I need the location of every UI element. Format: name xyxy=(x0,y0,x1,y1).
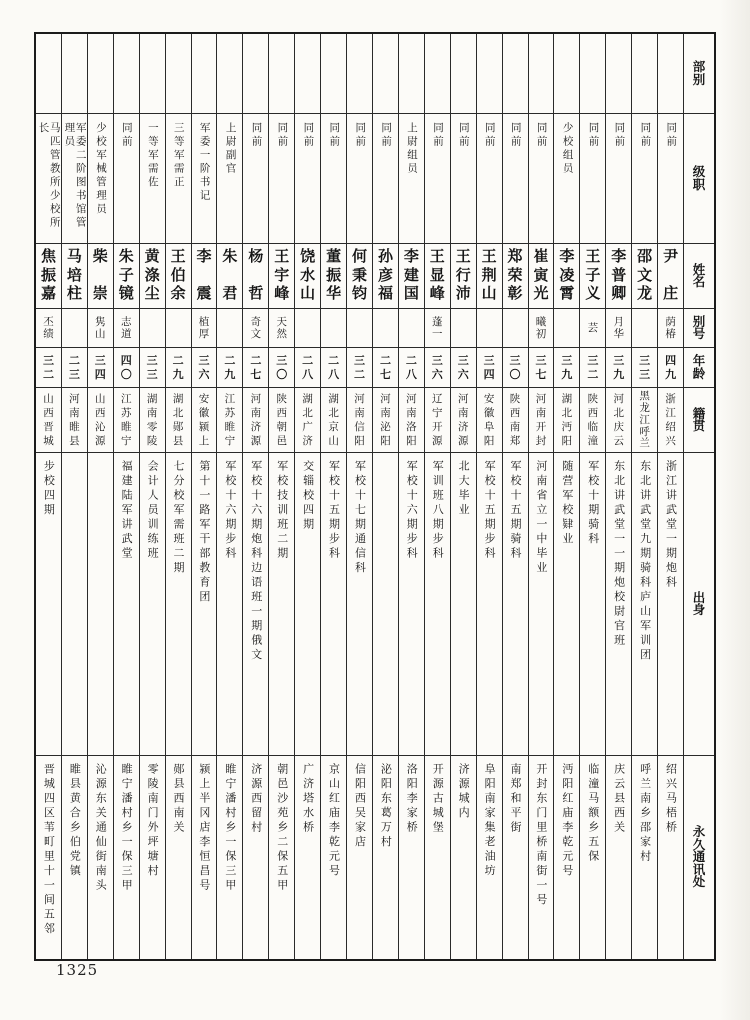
cell-rank: 同前 xyxy=(243,114,268,244)
page-number: 1325 xyxy=(56,961,99,979)
cell-background: 步校四期 xyxy=(36,453,61,756)
cell-background: 七分校军需班二期 xyxy=(166,453,191,756)
cell-rank: 同前 xyxy=(295,114,320,244)
cell-unit xyxy=(114,34,139,114)
cell-age: 三 六 xyxy=(451,348,476,388)
person-column xyxy=(529,34,555,959)
cell-alias: 天 然 xyxy=(269,309,294,348)
person-column xyxy=(425,34,451,959)
cell-name: 王 荆 山 xyxy=(477,244,502,309)
cell-background: 军校技训班二期 xyxy=(269,453,294,756)
table-header-column xyxy=(684,34,714,959)
cell-name: 李 震 xyxy=(192,244,217,309)
cell-native-place: 河 北 庆 云 xyxy=(606,388,631,453)
cell-rank: 少校军械管理员 xyxy=(88,114,113,244)
cell-address: 睢宁潘村乡一保三甲 xyxy=(120,763,134,894)
cell-background: 军校十五期步科 xyxy=(477,453,502,756)
cell-unit xyxy=(347,34,372,114)
cell-alias xyxy=(554,309,579,348)
cell-address: 阜阳南家集老油坊 xyxy=(483,763,497,879)
cell-rank: 同前 xyxy=(347,114,372,244)
cell-name: 王 宇 峰 xyxy=(269,244,294,309)
cell-name: 杨 哲 xyxy=(243,244,268,309)
cell-alias xyxy=(295,309,320,348)
personnel-table xyxy=(34,32,716,961)
header-age: 年 龄 xyxy=(684,348,714,388)
cell-rank: 马匹管教所少校所长 xyxy=(36,114,61,244)
cell-age: 四 〇 xyxy=(114,348,139,388)
cell-alias: 奇 文 xyxy=(243,309,268,348)
cell-native-place: 陕 西 南 郑 xyxy=(503,388,528,453)
cell-background: 军校十七期通信科 xyxy=(347,453,372,756)
cell-age: 二 七 xyxy=(373,348,398,388)
cell-age: 三 四 xyxy=(88,348,113,388)
person-column xyxy=(192,34,218,959)
cell-unit xyxy=(477,34,502,114)
cell-alias: 隽 山 xyxy=(88,309,113,348)
cell-unit xyxy=(295,34,320,114)
cell-rank: 一等军需佐 xyxy=(140,114,165,244)
cell-age: 二 八 xyxy=(295,348,320,388)
person-column xyxy=(503,34,529,959)
cell-native-place: 河 南 泌 阳 xyxy=(373,388,398,453)
cell-unit xyxy=(503,34,528,114)
person-column xyxy=(217,34,243,959)
cell-address: 朝邑沙苑乡二保五甲 xyxy=(275,763,289,894)
cell-unit xyxy=(425,34,450,114)
cell-unit xyxy=(62,34,87,114)
cell-native-place: 安 徽 颍 上 xyxy=(192,388,217,453)
cell-rank: 军委一阶书记 xyxy=(192,114,217,244)
cell-name: 邵 文 龙 xyxy=(632,244,657,309)
cell-rank: 同前 xyxy=(321,114,346,244)
cell-address: 南郑和平街 xyxy=(508,763,522,836)
person-column xyxy=(632,34,658,959)
cell-alias xyxy=(166,309,191,348)
cell-age: 三 四 xyxy=(477,348,502,388)
cell-native-place: 河 南 睢 县 xyxy=(62,388,87,453)
cell-background: 浙江讲武堂一期炮科 xyxy=(658,453,683,756)
person-column xyxy=(321,34,347,959)
cell-background: 东北讲武堂九期骑科庐山军训团 xyxy=(632,453,657,756)
cell-unit xyxy=(399,34,424,114)
cell-rank: 同前 xyxy=(529,114,554,244)
cell-address: 庆云县西关 xyxy=(612,763,626,836)
cell-background: 东北讲武堂一一期炮校尉官班 xyxy=(606,453,631,756)
person-column xyxy=(399,34,425,959)
cell-alias: 蓬 一 xyxy=(425,309,450,348)
cell-unit xyxy=(580,34,605,114)
cell-background: 军校十六期步科 xyxy=(217,453,242,756)
person-column xyxy=(477,34,503,959)
cell-alias: 月 华 xyxy=(606,309,631,348)
header-native-place: 籍 贯 xyxy=(684,388,714,453)
cell-name: 王 子 义 xyxy=(580,244,605,309)
cell-rank: 同前 xyxy=(580,114,605,244)
person-column xyxy=(140,34,166,959)
cell-unit xyxy=(192,34,217,114)
cell-address: 零陵南门外坪塘村 xyxy=(146,763,160,879)
header-unit: 部 别 xyxy=(684,34,714,114)
person-column xyxy=(580,34,606,959)
cell-name: 王 显 峰 xyxy=(425,244,450,309)
cell-name: 饶 水 山 xyxy=(295,244,320,309)
cell-background: 军校十六期炮科边语班一期俄文 xyxy=(243,453,268,756)
person-column xyxy=(243,34,269,959)
cell-alias: 芸 xyxy=(580,309,605,348)
cell-background: 会计人员训练班 xyxy=(140,453,165,756)
cell-name: 李 普 卿 xyxy=(606,244,631,309)
cell-alias xyxy=(477,309,502,348)
cell-native-place: 湖 北 郧 县 xyxy=(166,388,191,453)
cell-address: 呼兰南乡邵家村 xyxy=(638,763,652,865)
cell-native-place: 辽 宁 开 源 xyxy=(425,388,450,453)
cell-background: 河南省立一中毕业 xyxy=(529,453,554,756)
cell-rank: 上尉组员 xyxy=(399,114,424,244)
cell-unit xyxy=(606,34,631,114)
cell-name: 孙 彦 福 xyxy=(373,244,398,309)
cell-address: 郧县西南关 xyxy=(172,763,185,836)
cell-unit xyxy=(632,34,657,114)
cell-background: 随营军校肄业 xyxy=(554,453,579,756)
cell-alias xyxy=(140,309,165,348)
cell-native-place: 河 南 济 源 xyxy=(243,388,268,453)
cell-background: 北大毕业 xyxy=(451,453,476,756)
cell-rank: 三等军需正 xyxy=(166,114,191,244)
cell-rank: 同前 xyxy=(425,114,450,244)
cell-address: 临潼马额乡五保 xyxy=(586,763,600,865)
cell-native-place: 湖 北 沔 阳 xyxy=(554,388,579,453)
cell-age: 三 〇 xyxy=(269,348,294,388)
cell-address: 京山红庙李乾元号 xyxy=(327,763,341,879)
cell-age: 二 九 xyxy=(166,348,191,388)
cell-background: 交辎校四期 xyxy=(295,453,320,756)
cell-native-place: 山 西 晋 城 xyxy=(36,388,61,453)
cell-background: 福建陆军讲武堂 xyxy=(114,453,139,756)
cell-unit xyxy=(321,34,346,114)
cell-native-place: 陕 西 朝 邑 xyxy=(269,388,294,453)
cell-native-place: 河 南 信 阳 xyxy=(347,388,372,453)
cell-age: 四 九 xyxy=(658,348,683,388)
cell-rank: 同前 xyxy=(658,114,683,244)
person-column xyxy=(658,34,684,959)
cell-address: 信阳西吴家店 xyxy=(353,763,367,850)
cell-address: 泌阳东葛万村 xyxy=(379,763,393,850)
cell-name: 焦 振 嘉 xyxy=(36,244,61,309)
cell-address: 洛阳李家桥 xyxy=(405,763,419,836)
cell-name: 李 建 国 xyxy=(399,244,424,309)
cell-address: 开封东门里桥南街一号 xyxy=(534,763,548,908)
cell-alias xyxy=(321,309,346,348)
cell-name: 尹 庄 xyxy=(658,244,683,309)
cell-alias xyxy=(217,309,242,348)
cell-rank: 同前 xyxy=(451,114,476,244)
cell-age: 二 九 xyxy=(217,348,242,388)
cell-alias: 植 厚 xyxy=(192,309,217,348)
cell-alias: 曦 初 xyxy=(529,309,554,348)
cell-alias xyxy=(373,309,398,348)
cell-background: 军校十六期步科 xyxy=(399,453,424,756)
cell-rank: 同前 xyxy=(114,114,139,244)
header-permanent-address: 永 久 通 讯 处 xyxy=(692,824,706,890)
cell-address: 绍兴马梧桥 xyxy=(664,763,678,836)
cell-background: 军校十期骑科 xyxy=(580,453,605,756)
cell-native-place: 湖 北 广 济 xyxy=(295,388,320,453)
cell-address: 颍上半冈店李恒昌号 xyxy=(197,763,211,894)
cell-alias xyxy=(399,309,424,348)
cell-rank: 同前 xyxy=(373,114,398,244)
cell-alias: 荫 椿 xyxy=(658,309,683,348)
cell-name: 董 振 华 xyxy=(321,244,346,309)
cell-unit xyxy=(88,34,113,114)
cell-native-place: 浙 江 绍 兴 xyxy=(658,388,683,453)
cell-rank: 军委二阶图书馆管理员 xyxy=(62,114,87,244)
cell-name: 朱 子 镜 xyxy=(114,244,139,309)
cell-age: 二 八 xyxy=(399,348,424,388)
cell-name: 崔 寅 光 xyxy=(529,244,554,309)
cell-alias: 丕 绩 xyxy=(36,309,61,348)
cell-unit xyxy=(373,34,398,114)
cell-rank: 同前 xyxy=(503,114,528,244)
cell-native-place: 陕 西 临 潼 xyxy=(580,388,605,453)
cell-alias: 志 道 xyxy=(114,309,139,348)
cell-name: 王 行 沛 xyxy=(451,244,476,309)
cell-age: 二 三 xyxy=(62,348,87,388)
cell-unit xyxy=(451,34,476,114)
cell-unit xyxy=(166,34,191,114)
person-column xyxy=(269,34,295,959)
cell-background xyxy=(373,453,398,756)
cell-rank: 上尉副官 xyxy=(217,114,242,244)
cell-rank: 少校组员 xyxy=(554,114,579,244)
cell-unit xyxy=(529,34,554,114)
cell-background: 军训班八期步科 xyxy=(425,453,450,756)
cell-background xyxy=(62,453,87,756)
cell-address: 济源城内 xyxy=(457,763,471,821)
cell-alias xyxy=(632,309,657,348)
cell-background xyxy=(88,453,113,756)
cell-address: 沁源东关通仙街南头 xyxy=(94,763,108,894)
cell-background: 第十一路军干部教育团 xyxy=(192,453,217,756)
cell-native-place: 河 南 开 封 xyxy=(529,388,554,453)
cell-name: 李 凌 霄 xyxy=(554,244,579,309)
person-column xyxy=(62,34,88,959)
cell-unit xyxy=(269,34,294,114)
cell-age: 三 二 xyxy=(580,348,605,388)
cell-name: 马 培 柱 xyxy=(62,244,87,309)
cell-age: 三 九 xyxy=(554,348,579,388)
cell-name: 何 秉 钧 xyxy=(347,244,372,309)
header-name: 姓 名 xyxy=(684,244,714,309)
header-background: 出 身 xyxy=(684,453,714,756)
cell-alias xyxy=(347,309,372,348)
cell-age: 三 六 xyxy=(192,348,217,388)
cell-alias xyxy=(451,309,476,348)
cell-name: 郑 荣 彰 xyxy=(503,244,528,309)
cell-unit xyxy=(36,34,61,114)
cell-name: 王 伯 余 xyxy=(166,244,191,309)
cell-name: 柴 崇 xyxy=(88,244,113,309)
cell-age: 三 〇 xyxy=(503,348,528,388)
cell-unit xyxy=(140,34,165,114)
cell-name: 黄 涤 尘 xyxy=(140,244,165,309)
cell-address: 广济塔水桥 xyxy=(301,763,315,836)
cell-alias xyxy=(503,309,528,348)
cell-address: 晋城四区苇町里十一间五邻 xyxy=(42,763,56,937)
cell-rank: 同前 xyxy=(269,114,294,244)
person-column xyxy=(295,34,321,959)
cell-native-place: 山 西 沁 源 xyxy=(88,388,113,453)
cell-rank: 同前 xyxy=(632,114,657,244)
person-column xyxy=(554,34,580,959)
cell-unit xyxy=(554,34,579,114)
cell-native-place: 黑 龙 江 呼 兰 xyxy=(632,388,657,453)
cell-address: 睢县黄合乡伯党镇 xyxy=(68,763,82,879)
cell-age: 三 二 xyxy=(36,348,61,388)
cell-name: 朱 君 xyxy=(217,244,242,309)
header-alias: 别 号 xyxy=(684,309,714,348)
cell-native-place: 江 苏 睢 宁 xyxy=(217,388,242,453)
cell-age: 三 三 xyxy=(140,348,165,388)
cell-address: 开源古城堡 xyxy=(431,763,445,836)
cell-age: 二 八 xyxy=(321,348,346,388)
person-column xyxy=(88,34,114,959)
cell-unit xyxy=(217,34,242,114)
person-column xyxy=(36,34,62,959)
cell-rank: 同前 xyxy=(606,114,631,244)
cell-age: 二 七 xyxy=(243,348,268,388)
cell-native-place: 江 苏 睢 宁 xyxy=(114,388,139,453)
person-column xyxy=(606,34,632,959)
cell-address: 睢宁潘村乡一保三甲 xyxy=(223,763,237,894)
cell-native-place: 湖 北 京 山 xyxy=(321,388,346,453)
person-column xyxy=(373,34,399,959)
person-column xyxy=(114,34,140,959)
person-column xyxy=(451,34,477,959)
person-column xyxy=(347,34,373,959)
cell-unit xyxy=(243,34,268,114)
cell-age: 三 七 xyxy=(529,348,554,388)
cell-unit xyxy=(658,34,683,114)
cell-address: 沔阳红庙李乾元号 xyxy=(560,763,574,879)
cell-age: 三 九 xyxy=(606,348,631,388)
cell-background: 军校十五期骑科 xyxy=(503,453,528,756)
cell-address: 济源西留村 xyxy=(249,763,263,836)
cell-age: 三 三 xyxy=(632,348,657,388)
cell-age: 三 六 xyxy=(425,348,450,388)
cell-rank: 同前 xyxy=(477,114,502,244)
cell-background: 军校十五期步科 xyxy=(321,453,346,756)
header-rank: 级 职 xyxy=(684,114,714,244)
cell-native-place: 安 徽 阜 阳 xyxy=(477,388,502,453)
cell-native-place: 湖 南 零 陵 xyxy=(140,388,165,453)
cell-age: 三 二 xyxy=(347,348,372,388)
cell-alias xyxy=(62,309,87,348)
cell-native-place: 河 南 洛 阳 xyxy=(399,388,424,453)
person-column xyxy=(166,34,192,959)
cell-native-place: 河 南 济 源 xyxy=(451,388,476,453)
